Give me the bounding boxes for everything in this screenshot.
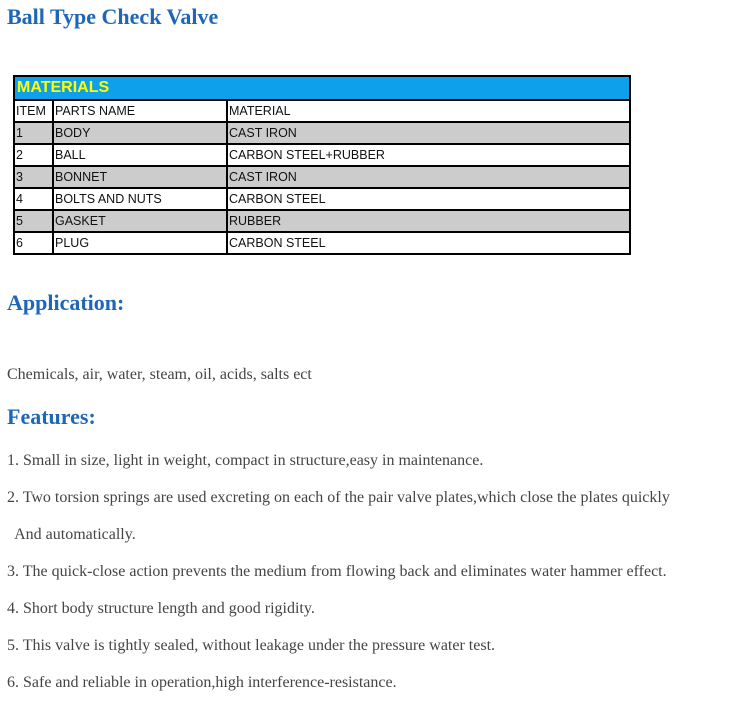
feature-item: 1. Small in size, light in weight, compact in structure,easy in maintenance. — [7, 452, 484, 469]
column-header-material: MATERIAL — [227, 100, 630, 122]
cell-parts-name: BODY — [53, 122, 227, 144]
feature-item: 4. Short body structure length and good rigidity. — [7, 600, 315, 617]
table-row — [14, 144, 630, 166]
cell-material: CAST IRON — [227, 122, 630, 144]
table-row — [14, 232, 630, 254]
cell-item: 4 — [14, 188, 53, 210]
table-row — [14, 122, 630, 144]
features-heading: Features: — [7, 404, 96, 429]
page-title: Ball Type Check Valve — [7, 4, 219, 29]
feature-item: And automatically. — [7, 526, 136, 543]
cell-material: CARBON STEEL — [227, 232, 630, 254]
cell-parts-name: PLUG — [53, 232, 227, 254]
cell-material: RUBBER — [227, 210, 630, 232]
materials-title: MATERIALS — [14, 76, 630, 100]
cell-parts-name: BONNET — [53, 166, 227, 188]
cell-item: 6 — [14, 232, 53, 254]
table-row — [14, 188, 630, 210]
cell-material: CARBON STEEL+RUBBER — [227, 144, 630, 166]
cell-item: 5 — [14, 210, 53, 232]
table-header-row — [14, 100, 630, 122]
cell-parts-name: BALL — [53, 144, 227, 166]
materials-table — [13, 75, 631, 255]
application-text: Chemicals, air, water, steam, oil, acids, salts ect — [7, 366, 312, 383]
table-row — [14, 166, 630, 188]
cell-item: 3 — [14, 166, 53, 188]
cell-parts-name: BOLTS AND NUTS — [53, 188, 227, 210]
column-header-parts-name: PARTS NAME — [53, 100, 227, 122]
table-row — [14, 210, 630, 232]
cell-material: CARBON STEEL — [227, 188, 630, 210]
application-heading: Application: — [7, 290, 125, 315]
cell-material: CAST IRON — [227, 166, 630, 188]
cell-item: 2 — [14, 144, 53, 166]
feature-item: 3. The quick-close action prevents the medium from flowing back and eliminates water hammer effect. — [7, 563, 667, 580]
feature-item: 2. Two torsion springs are used excreting on each of the pair valve plates,which close the plates quickly — [7, 489, 670, 506]
cell-item: 1 — [14, 122, 53, 144]
table-title-row — [14, 76, 630, 100]
column-header-item: ITEM — [14, 100, 53, 122]
feature-item: 6. Safe and reliable in operation,high interference-resistance. — [7, 674, 397, 691]
cell-parts-name: GASKET — [53, 210, 227, 232]
feature-item: 5. This valve is tightly sealed, without leakage under the pressure water test. — [7, 637, 496, 654]
